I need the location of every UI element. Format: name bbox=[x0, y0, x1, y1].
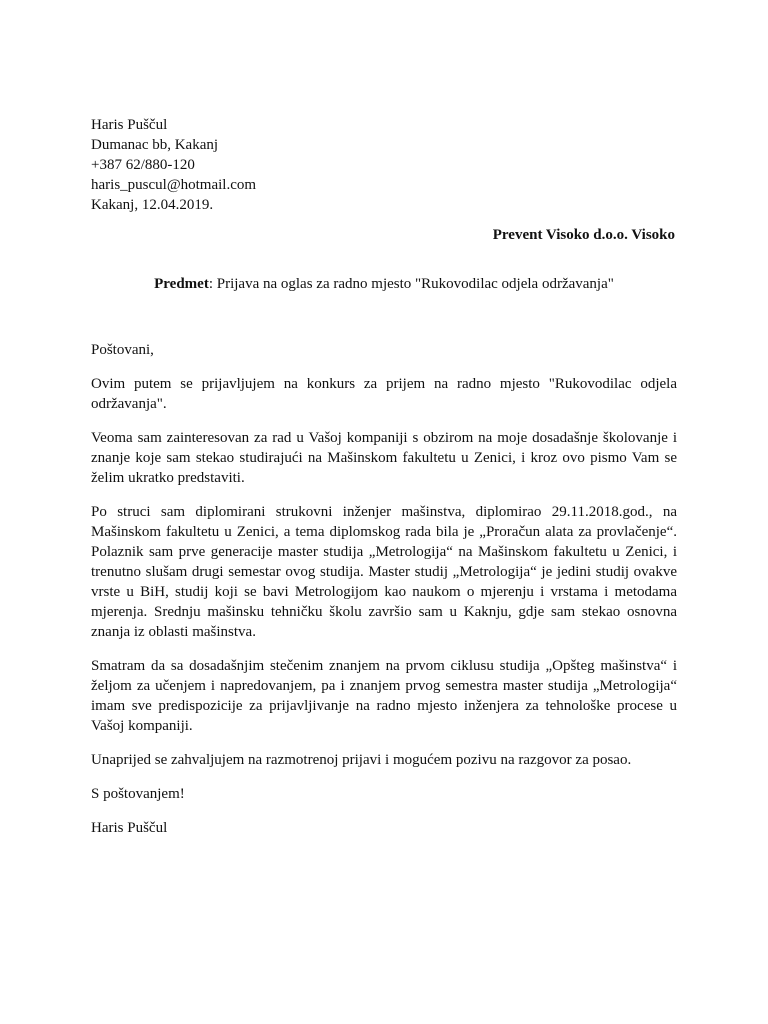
paragraph-1: Ovim putem se prijavljujem na konkurs za prijem na radno mjesto "Rukovodilac odjela održavanja". bbox=[91, 376, 677, 412]
subject-label: Predmet bbox=[154, 276, 209, 292]
sender-name: Haris Puščul bbox=[91, 117, 168, 133]
closing: S poštovanjem! bbox=[91, 786, 185, 802]
subject-text: : Prijava na oglas za radno mjesto "Rukovodilac odjela održavanja" bbox=[208, 276, 614, 292]
sender-place-date: Kakanj, 12.04.2019. bbox=[91, 197, 214, 213]
subject-line bbox=[0, 274, 768, 294]
paragraph-5: Unaprijed se zahvaljujem na razmotrenoj prijavi i mogućem pozivu na razgovor za posao. bbox=[91, 752, 632, 768]
sender-email: haris_puscul@hotmail.com bbox=[91, 177, 257, 193]
paragraph-4: Smatram da sa dosadašnjim stečenim znanjem na prvom ciklusu studija „Opšteg mašinstva“ i željom za učenjem i napredovanjem, pa i znanjem prvog semestra master studija „Metrologija“ imam sve predispozicije za prijavljivanje na radno mjesto inženjera za tehnološke procese u Vašoj kompaniji. bbox=[91, 658, 677, 734]
sender-block bbox=[91, 115, 256, 215]
letter-body bbox=[91, 340, 677, 852]
sender-phone: +387 62/880-120 bbox=[91, 157, 195, 173]
sender-address: Dumanac bb, Kakanj bbox=[91, 137, 219, 153]
recipient: Prevent Visoko d.o.o. Visoko bbox=[492, 227, 675, 243]
signature: Haris Puščul bbox=[91, 820, 168, 836]
greeting: Poštovani, bbox=[91, 342, 154, 358]
paragraph-2: Veoma sam zainteresovan za rad u Vašoj kompaniji s obzirom na moje dosadašnje školovanje i znanje koje sam stekao studirajući na Mašinskom fakultetu u Zenici, i kroz ovo pismo Vam se želim ukratko predstaviti. bbox=[91, 430, 677, 486]
paragraph-3: Po struci sam diplomirani strukovni inženjer mašinstva, diplomirao 29.11.2018.god., na Mašinskom fakultetu u Zenici, a tema diplomskog rada bila je „Proračun alata za provlačenje“. Polaznik sam prve generacije master studija „Metrologija“ na Mašinskom fakultetu u Zenici, i trenutno slušam drugi semestar ovog studija. Master studij „Metrologija“ je jedini studij ovakve vrste u BiH, studij koji se bavi Metrologijom kao naukom o mjerenju i vrstama i metodama mjerenja. Srednju mašinsku tehničku školu završio sam u Kaknju, gdje sam stekao osnovna znanja iz oblasti mašinstva. bbox=[91, 504, 677, 640]
